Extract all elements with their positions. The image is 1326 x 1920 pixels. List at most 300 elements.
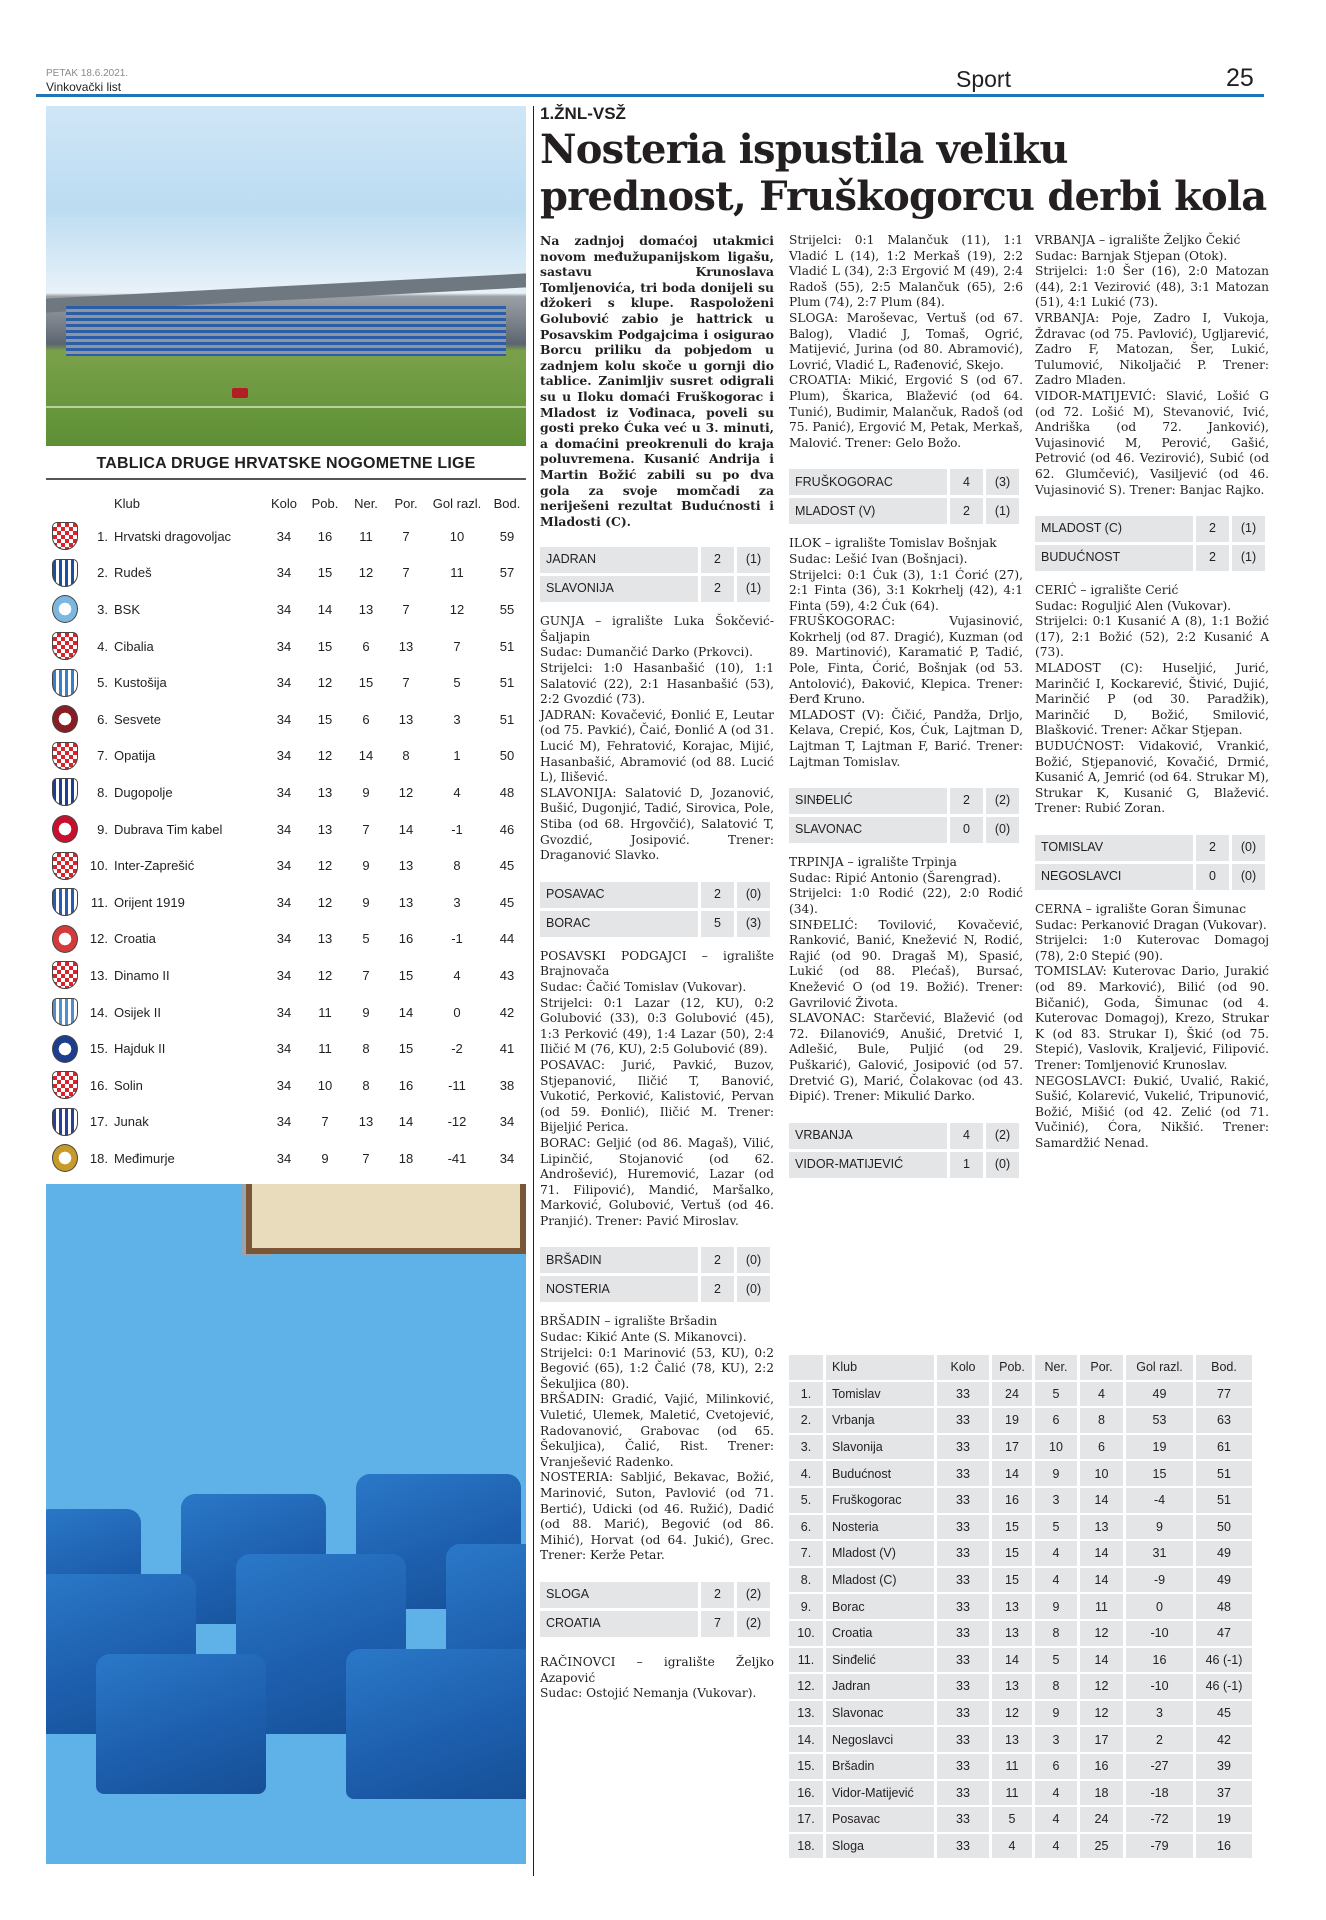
article-kicker: 1.ŽNL-VSŽ xyxy=(540,104,626,123)
pob: 11 xyxy=(992,1781,1032,1806)
team-name: VIDOR-MATIJEVIĆ xyxy=(789,1152,947,1178)
final-goals: 2 xyxy=(1196,835,1229,861)
table-body xyxy=(46,518,526,1177)
gol-razl: 53 xyxy=(1126,1408,1193,1433)
final-goals: 2 xyxy=(950,498,983,524)
pob: 11 xyxy=(318,1041,332,1057)
table-row xyxy=(789,1807,1261,1834)
ner: 5 xyxy=(1035,1382,1077,1407)
match-score-box xyxy=(1035,516,1265,571)
seat xyxy=(96,1654,266,1794)
match-report xyxy=(789,469,1023,770)
kolo: 33 xyxy=(937,1568,989,1593)
table-row xyxy=(46,701,526,738)
table-row xyxy=(789,1435,1261,1462)
match-venue: CERIĆ – igralište Cerić xyxy=(1035,583,1179,598)
team-lineup: POSAVAC: Jurić, Pavkić, Buzov, Stjepanović, Iličić T, Banović, Vukotić, Perković, Kalistović, Pervan (od 59. Đonlić), Iličić M. Trener: Bijeljić Perica. xyxy=(540,1057,774,1135)
team-lineup: JADRAN: Kovačević, Đonlić E, Leutar (od 75. Pavkić), Čaić, Đonlić A (od 31. Lucić M), Fehratović, Korajac, Mijić, Hasanbašić, Abramović (od 88. Lucić L), Ilišević. xyxy=(540,707,774,785)
gol-razl: -9 xyxy=(1126,1568,1193,1593)
dugopolje-crest-icon xyxy=(52,778,78,806)
rank: 8. xyxy=(789,1568,823,1593)
pob: 13 xyxy=(317,931,333,947)
ner: 9 xyxy=(362,894,370,910)
ner: 4 xyxy=(1035,1807,1077,1832)
rank: 9. xyxy=(97,821,108,837)
match-scorers: Strijelci: 1:0 Hasanbašić (10), 1:1 Salatović (22), 2:1 Hasanbašić (53), 2:2 Gvozdić (73). xyxy=(540,661,774,707)
table-row xyxy=(789,1727,1261,1754)
col-ner: Ner. xyxy=(1035,1355,1077,1380)
ner: 12 xyxy=(358,565,374,581)
club-name: Borac xyxy=(826,1594,934,1619)
gol-razl: -11 xyxy=(448,1077,466,1093)
por: 17 xyxy=(1080,1727,1123,1752)
ner: 8 xyxy=(1035,1621,1077,1646)
rank: 13. xyxy=(89,967,108,983)
ner: 5 xyxy=(362,931,370,947)
table-row xyxy=(46,994,526,1031)
match-referee: Sudac: Čačić Tomislav (Vukovar). xyxy=(540,979,747,994)
por: 16 xyxy=(398,931,414,947)
ner: 4 xyxy=(1035,1541,1077,1566)
club-name: Croatia xyxy=(826,1621,934,1646)
gol-razl: -10 xyxy=(1126,1674,1193,1699)
bod: 77 xyxy=(1196,1382,1252,1407)
club-name: Jadran xyxy=(826,1674,934,1699)
away-team-row xyxy=(540,911,770,937)
bod: 59 xyxy=(499,528,515,544)
match-referee: Sudac: Roguljić Alen (Vukovar). xyxy=(1035,598,1232,613)
rank: 6. xyxy=(97,711,108,727)
club-name: Vidor-Matijević xyxy=(826,1781,934,1806)
rank: 15. xyxy=(89,1041,108,1057)
rank: 3. xyxy=(97,601,108,617)
medimurje-crest-icon xyxy=(52,1144,78,1172)
pob: 14 xyxy=(992,1461,1032,1486)
table-row xyxy=(46,555,526,592)
bod: 16 xyxy=(1196,1834,1252,1859)
table-row xyxy=(789,1781,1261,1808)
stadium-photo xyxy=(46,106,526,446)
away-team-row xyxy=(540,1276,770,1302)
gol-razl: 19 xyxy=(1126,1435,1193,1460)
ner: 14 xyxy=(358,748,374,764)
por: 14 xyxy=(1080,1568,1123,1593)
team-name: VRBANJA xyxy=(789,1123,947,1149)
por: 18 xyxy=(1080,1781,1123,1806)
bod: 49 xyxy=(1196,1568,1252,1593)
ner: 5 xyxy=(1035,1515,1077,1540)
club-name: Tomislav xyxy=(826,1382,934,1407)
pob: 13 xyxy=(992,1727,1032,1752)
table-row xyxy=(46,738,526,775)
por: 13 xyxy=(398,894,414,910)
match-report xyxy=(540,882,774,1230)
team-name: POSAVAC xyxy=(540,882,698,908)
team-name: SLAVONIJA xyxy=(540,576,698,602)
bod: 42 xyxy=(499,1004,515,1020)
article-headline: Nosteria ispustila veliku prednost, Fruškogorcu derbi kola xyxy=(540,126,1267,220)
team-name: MLADOST (V) xyxy=(789,498,947,524)
team-lineup: VRBANJA: Poje, Zadro I, Vukoja, Ždravac (od 75. Pavlović), Ugljarević, Zadro F, Matozan, Šer, Lukić, Tulumović, Nikoljačić P. Trener: Zadro Mladen. xyxy=(1035,310,1269,388)
match-venue: ILOK – igralište Tomislav Bošnjak xyxy=(789,536,997,551)
pob: 12 xyxy=(317,675,333,691)
club-name: Bršadin xyxy=(826,1754,934,1779)
kolo: 33 xyxy=(937,1674,989,1699)
ner: 5 xyxy=(1035,1648,1077,1673)
pob: 12 xyxy=(317,858,333,874)
match-score-box xyxy=(540,1247,770,1302)
hrvatski-dragovoljac-crest-icon xyxy=(52,522,78,550)
kolo: 33 xyxy=(937,1435,989,1460)
team-lineup: BRŠADIN: Gradić, Vajić, Milinković, Vuletić, Ulemek, Maletić, Cvetojević, Radovanović, Grabovac (od 65. Šekuljica), Čalić, Rist. Trener: Vranješević Radenko. xyxy=(540,1392,774,1469)
team-lineup: NEGOSLAVCI: Đukić, Uvalić, Rakić, Sušić, Kolarević, Vukelić, Tripunović, Božić, Mišić (od 42. Zelić (od 71. Vučinić), Ćora, Nikšić. Trener: Samardžić Nenad. xyxy=(1035,1073,1269,1150)
gol-razl: -1 xyxy=(451,821,463,837)
team-lineup: BUDUĆNOST: Vidaković, Vrankić, Božić, Stjepanović, Kovačić, Drmić, Kusanić A, Jemrić (od 64. Strukar M), Strukar K, Kusanić G, Blažević. Trener: Rubić Zoran. xyxy=(1035,739,1269,816)
away-team-row xyxy=(1035,545,1265,571)
match-scorers: Strijelci: 0:1 Ćuk (3), 1:1 Ćorić (27), 2:1 Finta (36), 3:1 Kokrhelj (42), 4:1 Finta (59), 4:2 Ćuk (64). xyxy=(789,567,1023,613)
kolo: 34 xyxy=(276,1004,292,1020)
ner: 8 xyxy=(362,1041,370,1057)
final-goals: 2 xyxy=(950,788,983,814)
ner: 13 xyxy=(358,601,374,617)
bod: 45 xyxy=(1196,1701,1252,1726)
club-name: Kustošija xyxy=(114,675,167,691)
newspaper-name: Vinkovački list xyxy=(46,80,122,94)
final-goals: 2 xyxy=(1196,545,1229,571)
por: 25 xyxy=(1080,1834,1123,1859)
pob: 13 xyxy=(317,784,333,800)
rudes-crest-icon xyxy=(52,559,78,587)
match-report xyxy=(789,788,1023,1105)
rank: 12. xyxy=(789,1674,823,1699)
pob: 15 xyxy=(317,711,333,727)
league-table-title: TABLICA DRUGE HRVATSKE NOGOMETNE LIGE xyxy=(96,455,476,472)
inter-zapresic-crest-icon xyxy=(52,852,78,880)
pob: 12 xyxy=(317,967,333,983)
por: 12 xyxy=(1080,1674,1123,1699)
final-goals: 5 xyxy=(701,911,734,937)
ner: 8 xyxy=(1035,1674,1077,1699)
rank: 18. xyxy=(89,1150,108,1166)
team-lineup: NOSTERIA: Sabljić, Bekavac, Božić, Marinović, Suton, Pavlović (od 71. Bertić), Udicki (od 46. Ružić), Dadić (od 88. Marić), Begović (od 86. Mihić), Horvat (od 64. Jukić), Grec. Trener: Kerže Petar. xyxy=(540,1470,774,1563)
gol-razl: 9 xyxy=(1126,1515,1193,1540)
club-name: Croatia xyxy=(114,931,156,947)
bod: 51 xyxy=(499,675,515,691)
rank: 3. xyxy=(789,1435,823,1460)
ner: 15 xyxy=(358,675,374,691)
team-lineup: SINĐELIĆ: Tovilović, Kovačević, Ranković, Banić, Knežević N, Rodić, Rajić (od 90. Dragaš M), Spasić, Lukić (od 88. Plećaš), Bursać, Knežević O (od 19. Božić). Trener: Gavrilović Života. xyxy=(789,917,1023,1010)
match-venue: BRŠADIN – igralište Bršadin xyxy=(540,1314,718,1329)
gol-razl: 3 xyxy=(1126,1701,1193,1726)
rank: 4. xyxy=(97,638,108,654)
kolo: 33 xyxy=(937,1461,989,1486)
match-report xyxy=(1035,516,1269,817)
club-name: Međimurje xyxy=(114,1150,175,1166)
col-club: Klub xyxy=(114,495,141,511)
halftime-goals: (3) xyxy=(986,469,1019,495)
pob: 13 xyxy=(992,1674,1032,1699)
article-lead: Na zadnjoj domaćoj utakmici novom međužupanijskom ligašu, sastavu Krunoslava Tomljenovića, tri boda donijeli su džokeri s klupe. Raspoloženi Golubović zabio je hattrick u Posavskim Podgajcima i osigurao Borcu priliku da pobjedom u zadnjem kolu skoče u gornji dio tablice. Zanimljiv susret odigrali su u Iloku domaći Fruškogorac i Mladost iz Vođinaca, poveli su gosti preko Ćuka već u 3. minuti, a domaćini preokrenuli do kraja poluvremena. Kusanić Andrija i Martin Božić zabili su po dva gola za svoje momčadi za neriješeni rezultat Budućnosti i Mladosti (C). xyxy=(540,233,774,529)
stadium-seats-photo xyxy=(46,1184,526,1864)
match-venue: VRBANJA – igralište Željko Čekić xyxy=(1035,233,1241,247)
bod: 49 xyxy=(1196,1541,1252,1566)
bod: 43 xyxy=(499,967,515,983)
match-report xyxy=(789,233,1023,451)
final-goals: 2 xyxy=(701,882,734,908)
por: 14 xyxy=(398,821,414,837)
club-name: Posavac xyxy=(826,1807,934,1832)
col-bod: Bod. xyxy=(493,495,521,511)
solin-crest-icon xyxy=(52,1071,78,1099)
ner: 7 xyxy=(362,821,370,837)
club-name: Cibalia xyxy=(114,638,154,654)
match-referee: Sudac: Barnjak Stjepan (Otok). xyxy=(1035,248,1228,263)
league-table-1znl xyxy=(789,1355,1261,1860)
table-body xyxy=(789,1382,1261,1861)
team-lineup: SLAVONAC: Starčević, Blažević (od 72. Đilanović9, Anušić, Dretvić I, Adlešić, Bule, Puljić (od 29. Puškarić), Galović, Josipović (od 57. Dretvić G), Marić, Čolakovac (od 43. Đipić). Trener: Mikulić Darko. xyxy=(789,1011,1023,1104)
bod: 55 xyxy=(499,601,515,617)
gol-razl: 8 xyxy=(453,858,461,874)
rank: 11. xyxy=(789,1648,823,1673)
kolo: 33 xyxy=(937,1541,989,1566)
gol-razl: 1 xyxy=(453,748,461,764)
rank: 10. xyxy=(789,1621,823,1646)
rank: 18. xyxy=(789,1834,823,1859)
pitch-marking xyxy=(46,406,526,408)
bsk-crest-icon xyxy=(52,595,78,623)
kolo: 34 xyxy=(276,601,292,617)
club-name: Junak xyxy=(114,1114,149,1130)
ner: 7 xyxy=(362,967,370,983)
column-divider xyxy=(533,106,534,1876)
table-row xyxy=(46,1104,526,1141)
ner: 9 xyxy=(1035,1701,1077,1726)
club-name: Orijent 1919 xyxy=(114,894,185,910)
article-column-1 xyxy=(540,233,774,1702)
rank: 17. xyxy=(89,1114,108,1130)
kolo: 34 xyxy=(276,784,292,800)
away-team-row xyxy=(540,576,770,602)
bod: 51 xyxy=(1196,1461,1252,1486)
club-name: Vrbanja xyxy=(826,1408,934,1433)
club-name: Opatija xyxy=(114,748,156,764)
team-name: TOMISLAV xyxy=(1035,835,1193,861)
por: 11 xyxy=(1080,1594,1123,1619)
ner: 13 xyxy=(358,1114,374,1130)
team-name: BRŠADIN xyxy=(540,1247,698,1273)
ner: 7 xyxy=(362,1150,370,1166)
rank: 16. xyxy=(89,1077,108,1093)
window xyxy=(246,1184,526,1254)
match-venue: GUNJA – igralište Luka Šokčević-Šaljapin xyxy=(540,614,774,644)
rank: 7. xyxy=(97,748,108,764)
halftime-goals: (1) xyxy=(737,576,770,602)
final-goals: 1 xyxy=(950,1152,983,1178)
gol-razl: 16 xyxy=(1126,1648,1193,1673)
match-report xyxy=(540,547,774,864)
kolo: 33 xyxy=(937,1727,989,1752)
away-team-row xyxy=(1035,864,1265,890)
rank: 1. xyxy=(97,528,108,544)
table-row xyxy=(789,1541,1261,1568)
home-team-row xyxy=(540,882,770,908)
home-team-row xyxy=(1035,835,1265,861)
table-row xyxy=(46,1140,526,1177)
por: 7 xyxy=(402,528,410,544)
kolo: 33 xyxy=(937,1594,989,1619)
col-club: Klub xyxy=(826,1355,934,1380)
bod: 51 xyxy=(1196,1488,1252,1513)
table-row xyxy=(46,1030,526,1067)
match-venue: TRPINJA – igralište Trpinja xyxy=(789,855,957,870)
final-goals: 4 xyxy=(950,1123,983,1149)
table-row xyxy=(789,1382,1261,1409)
gol-razl: 3 xyxy=(453,894,461,910)
bod: 41 xyxy=(499,1041,515,1057)
sesvete-crest-icon xyxy=(52,705,78,733)
team-name: JADRAN xyxy=(540,547,698,573)
por: 14 xyxy=(1080,1648,1123,1673)
team-lineup: MLADOST (V): Čičić, Pandža, Drljo, Kelava, Crepić, Kos, Ćuk, Lajtman D, Lajtman T, Lajtman F, Barić. Trener: Lajtman Tomislav. xyxy=(789,707,1023,769)
club-name: Sesvete xyxy=(114,711,161,727)
match-scorers: Strijelci: 1:0 Kuterovac Domagoj (78), 2:0 Stepić (90). xyxy=(1035,933,1269,963)
final-goals: 7 xyxy=(701,1611,734,1637)
ner: 6 xyxy=(1035,1754,1077,1779)
por: 7 xyxy=(402,601,410,617)
away-team-row xyxy=(789,1152,1019,1178)
por: 7 xyxy=(402,565,410,581)
match-score-box xyxy=(789,469,1019,524)
team-name: FRUŠKOGORAC xyxy=(789,469,947,495)
kolo: 34 xyxy=(276,638,292,654)
bod: 45 xyxy=(499,894,515,910)
bod: 48 xyxy=(499,784,515,800)
lawn-mower xyxy=(232,388,248,398)
kolo: 33 xyxy=(937,1781,989,1806)
rank: 1. xyxy=(789,1382,823,1407)
table-header xyxy=(789,1355,1261,1382)
club-name: Slavonac xyxy=(826,1701,934,1726)
away-team-row xyxy=(540,1611,770,1637)
gol-razl: -10 xyxy=(1126,1621,1193,1646)
por: 14 xyxy=(398,1004,414,1020)
col-por: Por. xyxy=(1080,1355,1123,1380)
table-row xyxy=(789,1674,1261,1701)
gol-razl: 3 xyxy=(453,711,461,727)
match-score-box xyxy=(540,882,770,937)
col-gol-razl: Gol razl. xyxy=(1126,1355,1193,1380)
kolo: 34 xyxy=(276,748,292,764)
rank: 4. xyxy=(789,1461,823,1486)
team-lineup: TOMISLAV: Kuterovac Dario, Jurakić (od 89. Marković), Bilić (od 90. Bičanić), Goda, Šimunac (od 4. Kuterovac Domagoj), Krezo, Strukar K (od 83. Strukar I), Škić (od 75. Stepić), Vaslovik, Kraljević, Filipović. Trener: Tomljenović Krunoslav. xyxy=(1035,964,1269,1072)
col-por: Por. xyxy=(394,495,418,511)
por: 8 xyxy=(402,748,410,764)
gol-razl: 4 xyxy=(453,784,461,800)
bod: 50 xyxy=(499,748,515,764)
col-pob: Pob. xyxy=(311,495,339,511)
kolo: 34 xyxy=(276,1041,292,1057)
header-rule xyxy=(36,94,1264,97)
bod: 44 xyxy=(499,931,515,947)
rank: 14. xyxy=(789,1727,823,1752)
ner: 6 xyxy=(362,711,370,727)
club-name: BSK xyxy=(114,601,141,617)
match-report xyxy=(1035,233,1269,498)
table-row xyxy=(46,957,526,994)
gol-razl: 0 xyxy=(1126,1594,1193,1619)
por: 13 xyxy=(398,711,414,727)
pob: 14 xyxy=(317,601,333,617)
ner: 3 xyxy=(1035,1488,1077,1513)
bod: 57 xyxy=(499,565,515,581)
final-goals: 0 xyxy=(950,817,983,843)
pob: 15 xyxy=(992,1541,1032,1566)
team-lineup: SLAVONIJA: Salatović D, Jozanović, Bušić, Dugonjić, Tadić, Sirovica, Pole, Stiba (od 68. Hrgovčić), Salatović T, Gvozdić, Josipović. Trener: Draganović Slavko. xyxy=(540,785,774,863)
ner: 9 xyxy=(362,858,370,874)
ner: 4 xyxy=(1035,1568,1077,1593)
club-name: Negoslavci xyxy=(826,1727,934,1752)
match-scorers: Strijelci: 0:1 Malančuk (11), 1:1 Vladić L (14), 1:2 Merkaš (19), 2:2 Vladić L (34), 2:3 Ergović M (49), 2:4 Radoš (55), 2:5 Malančuk (65), 2:6 Plum (74), 2:7 Plum (84). xyxy=(789,233,1023,310)
pob: 10 xyxy=(317,1077,333,1093)
ner: 9 xyxy=(1035,1594,1077,1619)
por: 13 xyxy=(398,638,414,654)
halftime-goals: (2) xyxy=(986,788,1019,814)
col-bod: Bod. xyxy=(1196,1355,1252,1380)
por: 12 xyxy=(398,784,414,800)
bod: 19 xyxy=(1196,1807,1252,1832)
club-name: Mladost (C) xyxy=(826,1568,934,1593)
por: 15 xyxy=(398,967,414,983)
kolo: 33 xyxy=(937,1754,989,1779)
table-row xyxy=(789,1408,1261,1435)
bod: 46 xyxy=(499,821,515,837)
pob: 12 xyxy=(317,748,333,764)
kolo: 33 xyxy=(937,1621,989,1646)
kolo: 34 xyxy=(276,821,292,837)
bod: 46 (-1) xyxy=(1196,1674,1252,1699)
match-venue: CERNA – igralište Goran Šimunac xyxy=(1035,902,1247,916)
por: 6 xyxy=(1080,1435,1123,1460)
table-row xyxy=(789,1621,1261,1648)
pob: 13 xyxy=(992,1621,1032,1646)
ner: 9 xyxy=(362,1004,370,1020)
rank: 11. xyxy=(90,894,108,910)
rank: 2. xyxy=(97,565,108,581)
table-row xyxy=(46,811,526,848)
por: 4 xyxy=(1080,1382,1123,1407)
por: 7 xyxy=(402,675,410,691)
bod: 63 xyxy=(1196,1408,1252,1433)
junak-crest-icon xyxy=(52,1108,78,1136)
bod: 42 xyxy=(1196,1727,1252,1752)
match-referee: Sudac: Ripić Antonio (Šarengrad). xyxy=(789,870,1001,885)
kolo: 34 xyxy=(276,675,292,691)
kustosija-crest-icon xyxy=(52,669,78,697)
bod: 50 xyxy=(1196,1515,1252,1540)
table-row xyxy=(46,847,526,884)
match-scorers: Strijelci: 0:1 Lazar (12, KU), 0:2 Golubović (33), 0:3 Golubović (45), 1:3 Perković (49), 1:4 Lazar (50), 2:4 Iličić M (76, KU), 2:5 Golubović (89). xyxy=(540,995,774,1057)
rank: 15. xyxy=(789,1754,823,1779)
table-row xyxy=(789,1701,1261,1728)
kolo: 33 xyxy=(937,1382,989,1407)
por: 12 xyxy=(1080,1621,1123,1646)
match-venue: RAČINOVCI – igralište Željko Azapović xyxy=(540,1654,774,1685)
club-name: Sloga xyxy=(826,1834,934,1859)
match-score-box xyxy=(540,547,770,602)
por: 15 xyxy=(398,1041,414,1057)
pob: 4 xyxy=(992,1834,1032,1859)
gol-razl: -72 xyxy=(1126,1807,1193,1832)
